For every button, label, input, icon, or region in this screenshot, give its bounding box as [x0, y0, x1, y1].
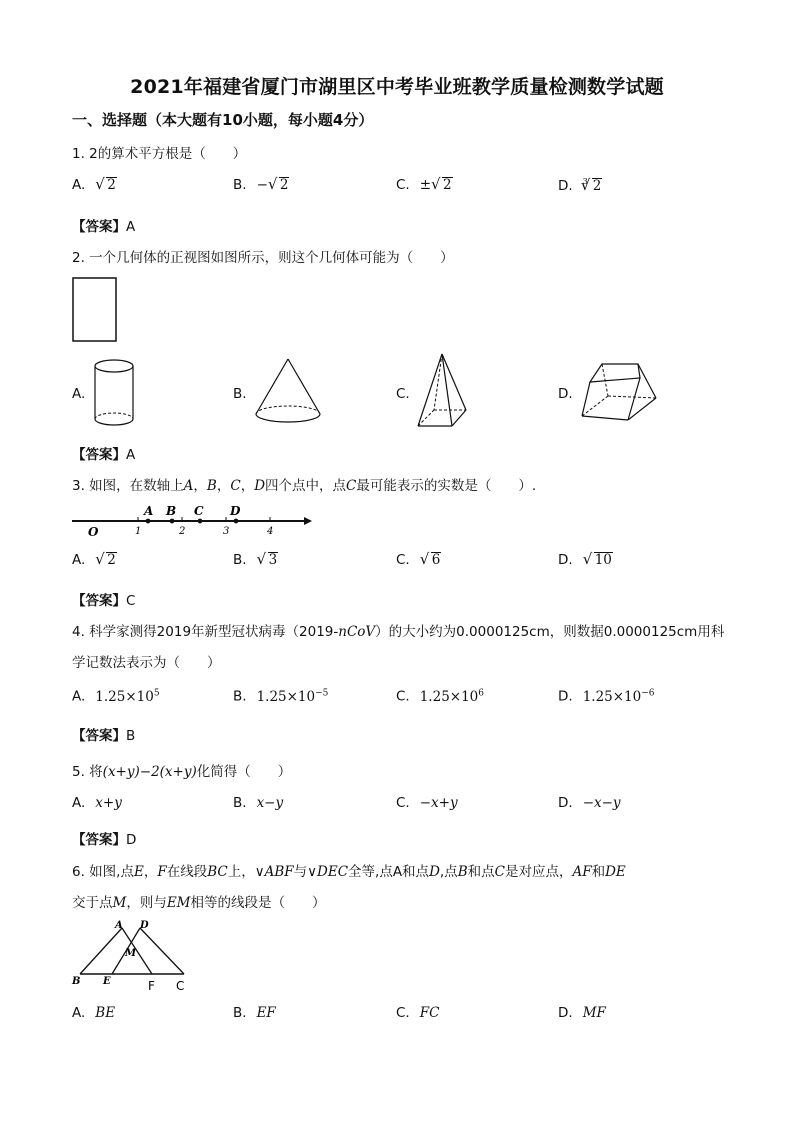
text-part: C: [346, 478, 357, 494]
label-b: B: [72, 976, 81, 987]
option-letter: A.: [72, 688, 86, 705]
text-part: ，: [143, 864, 158, 880]
q6-option-d[interactable]: [558, 1005, 606, 1021]
label-f: F: [148, 979, 155, 993]
text-part: ，: [193, 478, 207, 494]
text-part: 6. 如图,点: [72, 864, 134, 880]
option-value: 3: [268, 552, 278, 568]
option-value: 2: [279, 177, 289, 193]
text-part: nCoV: [338, 624, 376, 640]
option-letter: A.: [72, 795, 86, 811]
tick-label: 1: [135, 526, 142, 537]
option-value: FC: [419, 1005, 440, 1021]
text-part: 与: [293, 864, 308, 880]
q4-option-d[interactable]: [558, 688, 655, 705]
text-part: ，: [240, 478, 255, 494]
text-part: ）的大小约为0.0000125cm，则数据0.0000125cm用科: [375, 624, 725, 640]
page-title: 2021年福建省厦门市湖里区中考毕业班教学质量检测数学试题: [130, 76, 664, 98]
front-view-figure: [72, 277, 118, 343]
question-4-line-1: [72, 620, 724, 640]
label-a: A: [144, 504, 154, 518]
q1-option-a[interactable]: [72, 177, 117, 193]
front-view-rectangle: [72, 277, 118, 343]
option-letter: C.: [396, 688, 410, 705]
q5-option-c[interactable]: [396, 795, 458, 811]
q5-option-b[interactable]: [233, 795, 283, 811]
text-part: 相等的线段是（ ）: [190, 895, 326, 911]
label-a: A: [115, 920, 123, 931]
text-part: 5. 将: [72, 764, 103, 780]
option-value: −x−y: [582, 795, 621, 811]
option-letter: B.: [233, 1005, 247, 1021]
answer-2: [72, 443, 135, 463]
q3-option-c[interactable]: [396, 552, 441, 568]
q3-option-d[interactable]: [558, 552, 613, 568]
option-value: 2: [592, 178, 602, 194]
text-part: ∨ABF: [254, 864, 294, 880]
pyramid-shape: [414, 352, 470, 432]
tick-label: 4: [267, 526, 274, 537]
q2-option-d[interactable]: [558, 386, 573, 402]
answer-value: C: [126, 593, 136, 609]
q6-option-b[interactable]: [233, 1005, 276, 1021]
text-part: F: [157, 864, 167, 880]
q2-option-a[interactable]: [72, 386, 85, 402]
option-exponent: 6: [478, 688, 485, 698]
root-index: 3: [582, 177, 588, 186]
text-part: 全等,点A和点: [348, 864, 430, 880]
answer-tag: 【答案】: [72, 728, 126, 744]
text-part: 交于点: [72, 895, 113, 911]
text-part: B: [206, 478, 217, 494]
option-letter: B.: [233, 552, 247, 568]
q4-option-b[interactable]: [233, 688, 328, 705]
answer-tag: 【答案】: [72, 447, 126, 463]
text-part: 和点: [467, 864, 495, 880]
frustum-shape: [580, 360, 660, 428]
option-value: 2: [107, 552, 116, 568]
option-exponent: −6: [641, 688, 655, 698]
text-part: 3. 如图，在数轴上: [72, 478, 184, 494]
answer-tag: 【答案】: [72, 593, 126, 609]
option-letter: A.: [72, 1005, 86, 1021]
option-letter: D.: [558, 386, 573, 402]
option-letter: C.: [396, 552, 410, 568]
option-value: 2: [443, 177, 452, 193]
option-letter: D.: [558, 795, 573, 811]
tick-label: 3: [223, 526, 230, 537]
label-d: D: [140, 920, 149, 931]
q3-option-a[interactable]: [72, 552, 117, 568]
question-1-text: 1. 2的算术平方根是（ ）: [72, 146, 247, 162]
tick-label: 2: [179, 526, 186, 537]
text-part: 在线段: [166, 864, 208, 880]
text-part: 四个点中，点: [265, 478, 347, 494]
question-3-text: [72, 474, 536, 494]
q1-option-d[interactable]: [558, 177, 602, 194]
text-part: (x+y)−2(x+y): [102, 764, 197, 780]
option-letter: D.: [558, 688, 573, 705]
text-part: ,点: [439, 864, 458, 880]
point-b: [170, 519, 175, 524]
question-6-line-2: [72, 891, 326, 911]
point-a: [146, 519, 151, 524]
option-prefix: −: [256, 177, 268, 193]
option-exponent: 5: [153, 688, 160, 698]
q6-option-a[interactable]: [72, 1005, 115, 1021]
point-c: [198, 519, 203, 524]
answer-value: B: [126, 728, 136, 744]
option-value: 6: [431, 552, 441, 568]
option-letter: B.: [233, 688, 247, 705]
text-part: 是对应点，: [504, 864, 573, 880]
text-part: M: [112, 895, 127, 911]
option-value: BE: [95, 1005, 116, 1021]
triangles-figure: [70, 918, 194, 996]
option-base: 1.25×10: [256, 688, 316, 705]
q2-option-c[interactable]: [396, 386, 410, 402]
text-part: D: [429, 864, 440, 880]
q5-option-a[interactable]: [72, 795, 122, 811]
answer-5: [72, 828, 136, 848]
cone-shape: [253, 356, 323, 428]
cylinder-shape: [92, 355, 136, 431]
option-letter: A.: [72, 386, 86, 402]
origin-label: O: [88, 525, 99, 538]
option-base: 1.25×10: [582, 688, 642, 705]
answer-3: [72, 589, 135, 609]
text-part: 上，: [227, 864, 255, 880]
label-m: M: [125, 948, 137, 959]
option-base: 1.25×10: [95, 688, 154, 705]
label-c: C: [194, 504, 204, 518]
question-5-text: [72, 760, 291, 780]
option-value: MF: [582, 1005, 606, 1021]
option-letter: C.: [396, 386, 410, 402]
answer-value: D: [126, 832, 137, 848]
q2-option-b[interactable]: [233, 386, 247, 402]
option-letter: B.: [233, 177, 247, 193]
question-4-line-2: 学记数法表示为（ ）: [72, 655, 221, 671]
label-c: C: [176, 979, 185, 993]
option-value: EF: [256, 1005, 276, 1021]
text-part: 和: [591, 864, 606, 880]
q5-option-d[interactable]: [558, 795, 621, 811]
option-letter: C.: [396, 177, 410, 193]
option-letter: B.: [233, 386, 247, 402]
q6-option-c[interactable]: [396, 1005, 439, 1021]
option-letter: A.: [72, 552, 86, 568]
option-value: x+y: [95, 795, 122, 811]
option-letter: D.: [558, 552, 573, 568]
question-2-text: 2. 一个几何体的正视图如图所示，则这个几何体可能为（ ）: [72, 250, 454, 266]
option-base: 1.25×10: [419, 688, 479, 705]
label-e: E: [103, 976, 111, 987]
text-part: DE: [605, 864, 626, 880]
text-part: 最可能表示的实数是（ ）.: [356, 478, 537, 494]
text-part: E: [133, 864, 144, 880]
answer-tag: 【答案】: [72, 832, 126, 848]
arrow-icon: [304, 517, 312, 525]
option-letter: C.: [396, 1005, 410, 1021]
text-part: A: [183, 478, 194, 494]
answer-4: [72, 724, 135, 744]
text-part: AF: [572, 864, 592, 880]
q4-option-c[interactable]: [396, 688, 484, 705]
option-letter: D.: [558, 178, 573, 194]
text-part: C: [494, 864, 505, 880]
option-letter: C.: [396, 795, 410, 811]
option-letter: D.: [558, 1005, 573, 1021]
answer-tag: 【答案】: [72, 219, 126, 235]
option-letter: A.: [72, 177, 86, 193]
text-part: B: [457, 864, 468, 880]
q1-option-b[interactable]: [233, 177, 289, 193]
q1-option-c[interactable]: [396, 177, 453, 193]
option-exponent: −5: [315, 688, 329, 698]
option-value: −x+y: [419, 795, 458, 811]
text-part: ∨DEC: [307, 864, 349, 880]
number-line-figure: [72, 502, 312, 538]
option-prefix: ±: [419, 177, 432, 193]
q3-option-b[interactable]: [233, 552, 278, 568]
answer-value: A: [126, 447, 136, 463]
answer-value: A: [126, 219, 136, 235]
section-heading: 一、选择题（本大题有10小题，每小题4分）: [72, 111, 374, 129]
text-part: 4. 科学家测得2019年新型冠状病毒（2019-: [72, 624, 339, 640]
text-part: ，则与: [126, 895, 167, 911]
point-d: [234, 519, 239, 524]
text-part: C: [230, 478, 241, 494]
text-part: EM: [166, 895, 191, 911]
option-value: 2: [107, 177, 116, 193]
text-part: D: [254, 478, 266, 494]
option-value: x−y: [256, 795, 284, 811]
q4-option-a[interactable]: [72, 688, 160, 705]
label-d: D: [230, 504, 241, 518]
question-6-line-1: [72, 860, 626, 880]
option-value: 10: [594, 552, 612, 568]
text-part: BC: [207, 864, 228, 880]
text-part: ，: [216, 478, 231, 494]
text-part: 化简得（ ）: [196, 764, 292, 780]
option-letter: B.: [233, 795, 247, 811]
answer-1: [72, 215, 135, 235]
label-b: B: [166, 504, 177, 518]
